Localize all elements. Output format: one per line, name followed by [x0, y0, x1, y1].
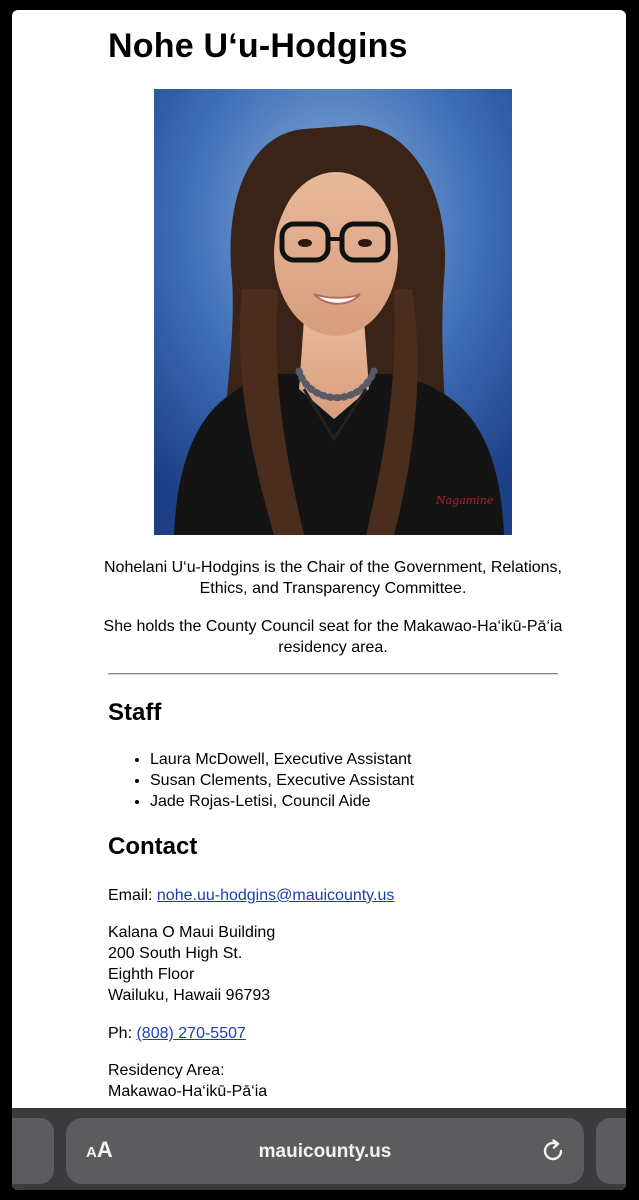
- browser-bottom-bar: [12, 1108, 626, 1190]
- email-row: [108, 885, 394, 906]
- email-link[interactable]: nohe.uu-hodgins@mauicounty.us: [156, 887, 395, 904]
- staff-list: [108, 749, 414, 812]
- page-title: Nohe U‘u-Hodgins: [108, 27, 408, 65]
- bio-seat-statement: She holds the County Council seat for the Makawao-Ha‘ikū-Pā‘ia residency area.: [103, 618, 563, 656]
- svg-text:Nagamine: Nagamine: [436, 494, 494, 507]
- reload-icon[interactable]: [540, 1138, 566, 1164]
- contact-heading: Contact: [108, 833, 198, 860]
- staff-heading: Staff: [108, 699, 162, 726]
- staff-member: • Jade Rojas-Letisi, Council Aide: [150, 791, 414, 812]
- address-building: Kalana O Maui Building: [108, 924, 276, 941]
- address-bar[interactable]: [66, 1118, 584, 1184]
- residency-value: Makawao-Ha‘ikū-Pā‘ia: [108, 1083, 268, 1100]
- section-divider: [108, 673, 558, 675]
- browser-viewport: [12, 10, 626, 1190]
- staff-member: • Laura McDowell, Executive Assistant: [150, 749, 414, 770]
- phone-row: [108, 1023, 246, 1044]
- phone-link[interactable]: (808) 270-5507: [136, 1025, 246, 1042]
- url-text: mauicounty.us: [258, 1141, 392, 1162]
- residency-label: Residency Area:: [108, 1062, 225, 1079]
- phone-label: Ph:: [108, 1025, 133, 1042]
- email-label: Email:: [108, 887, 153, 904]
- next-tab-preview[interactable]: [596, 1118, 626, 1184]
- address-city: Wailuku, Hawaii 96793: [108, 987, 271, 1004]
- staff-member: • Susan Clements, Executive Assistant: [150, 770, 414, 791]
- bio-chair-statement: Nohelani U‘u-Hodgins is the Chair of the Government, Relations, Ethics, and Transparency Committee.: [103, 559, 562, 597]
- council-member-portrait: [154, 89, 512, 535]
- previous-tab-preview[interactable]: [12, 1118, 54, 1184]
- address-street: 200 South High St.: [108, 945, 243, 962]
- text-size-button[interactable]: AA: [86, 1137, 113, 1162]
- address-floor: Eighth Floor: [108, 966, 195, 983]
